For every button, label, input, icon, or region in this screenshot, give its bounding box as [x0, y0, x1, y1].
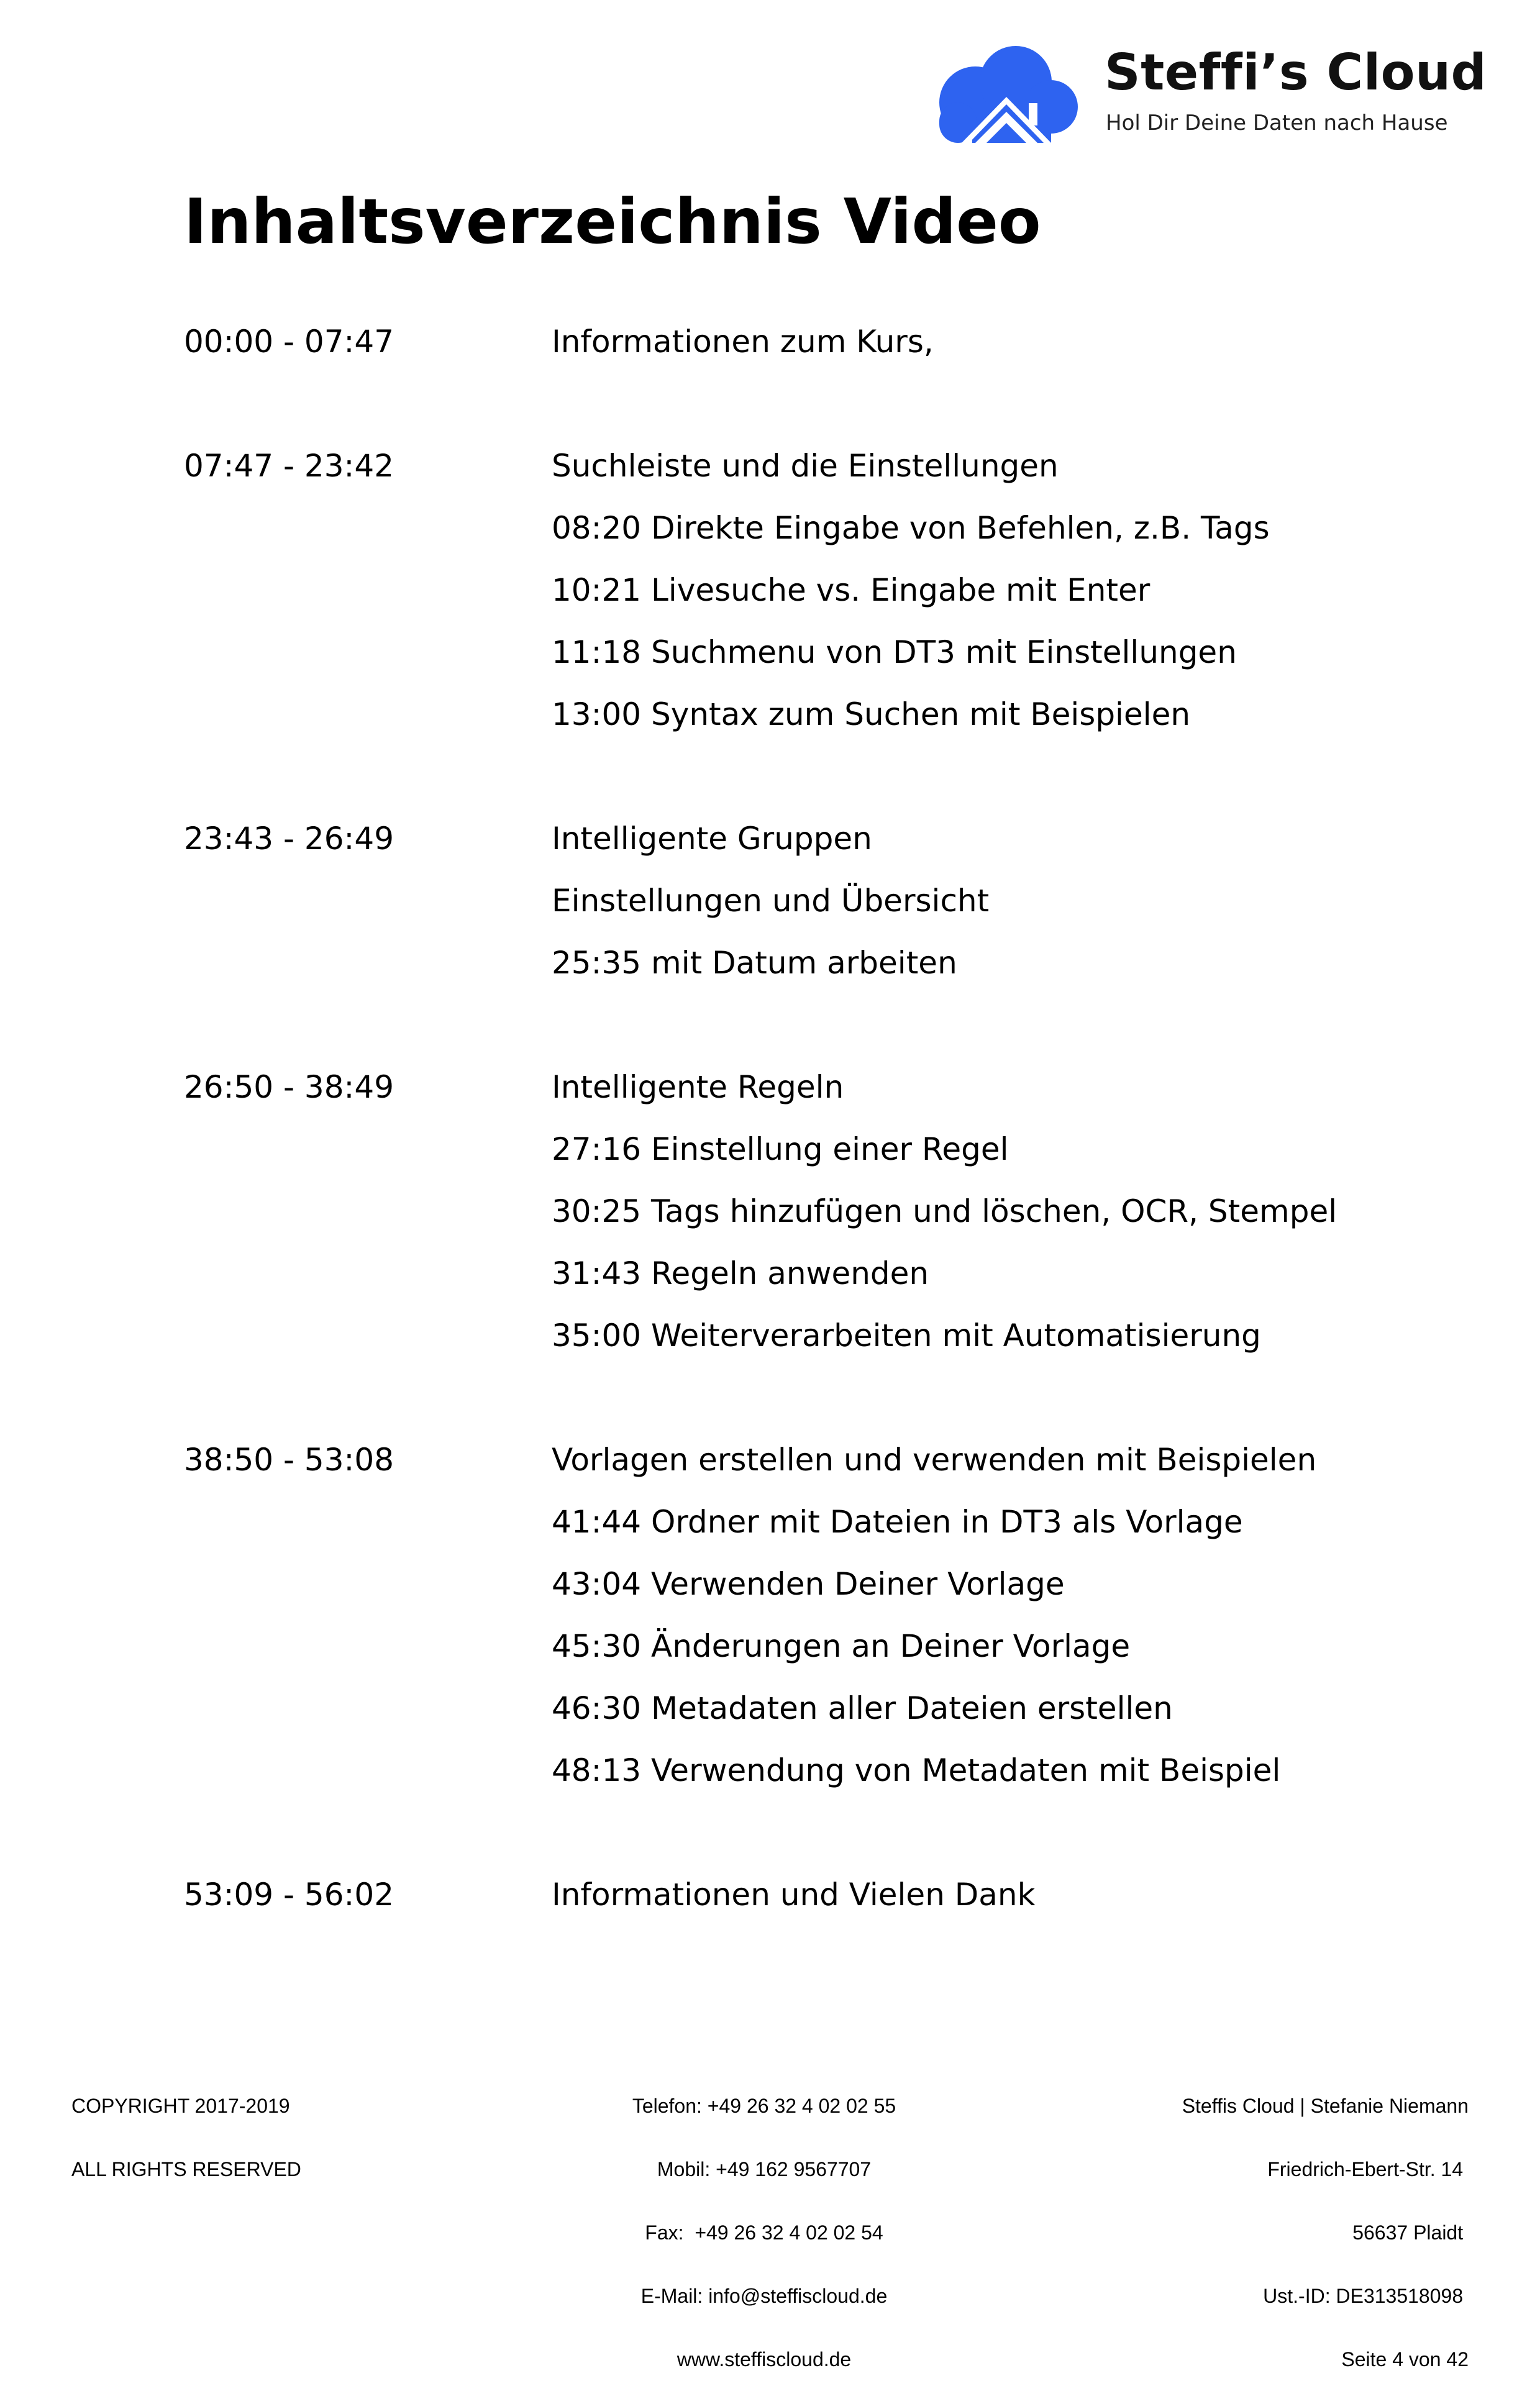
toc-entry: 27:16 Einstellung einer Regel: [552, 1131, 1009, 1167]
toc-time-range: 38:50 - 53:08: [184, 1442, 394, 1478]
footer-line: 56637 Plaidt: [1352, 2221, 1469, 2244]
footer-address: [1182, 2053, 1469, 2391]
toc-entry: 43:04 Verwenden Deiner Vorlage: [552, 1566, 1065, 1602]
toc-entry: Suchleiste und die Einstellungen: [552, 448, 1059, 484]
toc-entry: 41:44 Ordner mit Dateien in DT3 als Vorlage: [552, 1504, 1243, 1540]
footer-copyright: [71, 2053, 301, 2201]
toc-time-range: 26:50 - 38:49: [184, 1069, 394, 1105]
footer-line: ALL RIGHTS RESERVED: [71, 2158, 301, 2180]
toc-entry: 31:43 Regeln anwenden: [552, 1255, 929, 1291]
brand-tagline: Hol Dir Deine Daten nach Hause: [1106, 111, 1448, 135]
footer-contact: [621, 2053, 907, 2391]
table-of-contents: [184, 311, 1395, 1988]
footer-line: COPYRIGHT 2017-2019: [71, 2095, 290, 2117]
page-title: Inhaltsverzeichnis Video: [184, 185, 1041, 258]
toc-entry: Informationen und Vielen Dank: [552, 1877, 1036, 1913]
brand-title: Steffi’s Cloud: [1105, 43, 1487, 101]
toc-entry: 10:21 Livesuche vs. Eingabe mit Enter: [552, 572, 1150, 608]
toc-entry: Intelligente Gruppen: [552, 821, 872, 857]
toc-entry: 35:00 Weiterverarbeiten mit Automatisierung: [552, 1318, 1261, 1354]
toc-entry: 11:18 Suchmenu von DT3 mit Einstellungen: [552, 634, 1237, 670]
toc-entry: Einstellungen und Übersicht: [552, 883, 990, 919]
toc-time-range: 53:09 - 56:02: [184, 1877, 394, 1913]
toc-entry: 30:25 Tags hinzufügen und löschen, OCR, Stempel: [552, 1193, 1337, 1229]
footer-fax: Fax: +49 26 32 4 02 02 54: [645, 2221, 883, 2244]
toc-time-range: 07:47 - 23:42: [184, 448, 394, 484]
cloud-house-icon: [932, 43, 1078, 143]
toc-entry: 48:13 Verwendung von Metadaten mit Beispiel: [552, 1752, 1281, 1788]
toc-section: [184, 808, 1395, 994]
toc-entry: Vorlagen erstellen und verwenden mit Beispielen: [552, 1442, 1317, 1478]
brand-logo: [932, 43, 1485, 143]
toc-entry: 08:20 Direkte Eingabe von Befehlen, z.B. Tags: [552, 510, 1270, 546]
toc-entry: 25:35 mit Datum arbeiten: [552, 945, 957, 981]
footer-website: www.steffiscloud.de: [677, 2348, 852, 2371]
footer-line: Friedrich-Ebert-Str. 14: [1267, 2158, 1469, 2180]
toc-section: [184, 1056, 1395, 1367]
toc-entry: Intelligente Regeln: [552, 1069, 844, 1105]
toc-time-range: 00:00 - 07:47: [184, 324, 394, 360]
toc-entry: Informationen zum Kurs,: [552, 324, 934, 360]
toc-section: [184, 435, 1395, 745]
toc-entry: 46:30 Metadaten aller Dateien erstellen: [552, 1690, 1173, 1726]
footer-line: Steffis Cloud | Stefanie Niemann: [1182, 2095, 1469, 2117]
toc-entry: 13:00 Syntax zum Suchen mit Beispielen: [552, 696, 1191, 732]
toc-section: [184, 1864, 1395, 1926]
toc-entry: 45:30 Änderungen an Deiner Vorlage: [552, 1628, 1131, 1664]
page-number: Seite 4 von 42: [1341, 2348, 1469, 2371]
toc-section: [184, 311, 1395, 373]
toc-time-range: 23:43 - 26:49: [184, 821, 394, 857]
footer-email: E-Mail: info@steffiscloud.de: [640, 2285, 888, 2307]
footer-line: Ust.-ID: DE313518098: [1263, 2285, 1469, 2307]
footer-mobile: Mobil: +49 162 9567707: [657, 2158, 872, 2180]
footer-phone: Telefon: +49 26 32 4 02 02 55: [632, 2095, 896, 2117]
toc-section: [184, 1429, 1395, 1801]
